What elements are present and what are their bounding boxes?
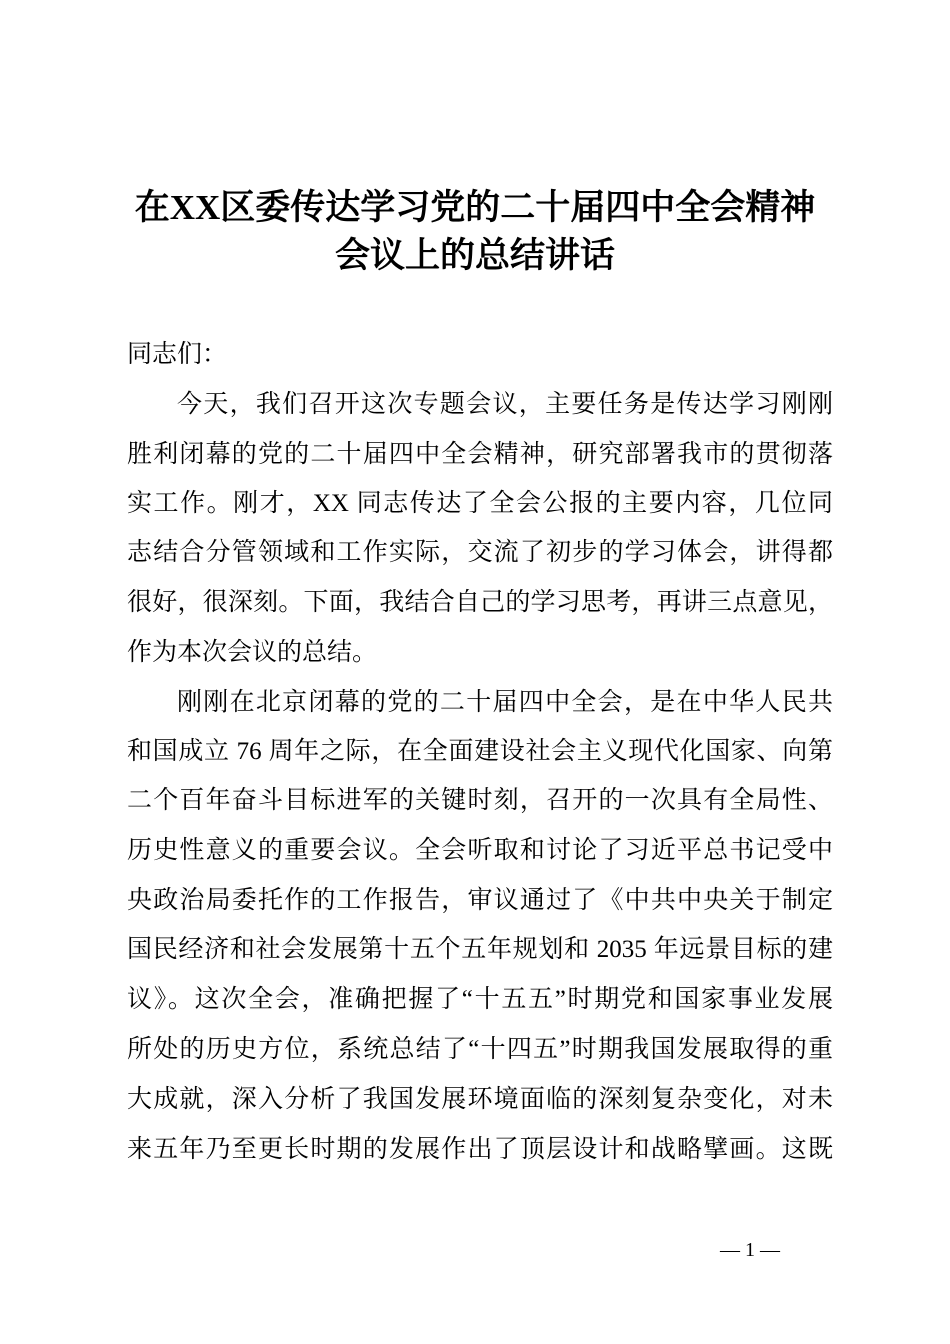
text-line: 议》。这次全会，准确把握了“十五五”时期党和国家事业发展 — [127, 986, 833, 1013]
text-line: 国民经济和社会发展第十五个五年规划和 2035 年远景目标的建 — [127, 936, 833, 963]
text-line: 所处的历史方位，系统总结了“十四五”时期我国发展取得的重 — [127, 1036, 833, 1063]
text-line: 很好，很深刻。下面，我结合自己的学习思考，再讲三点意见， — [127, 589, 833, 616]
text-line: 志结合分管领域和工作实际，交流了初步的学习体会，讲得都 — [127, 539, 833, 566]
salutation: 同志们： — [127, 341, 228, 368]
title-line: 会议上的总结讲话 — [334, 236, 615, 275]
text-line: 胜利闭幕的党的二十届四中全会精神，研究部署我市的贯彻落 — [127, 441, 833, 468]
text-line: 实工作。刚才，XX 同志传达了全会公报的主要内容，几位同 — [127, 490, 833, 517]
text-line: 央政治局委托作的工作报告，审议通过了《中共中央关于制定 — [127, 887, 833, 914]
text-line: 来五年乃至更长时期的发展作出了顶层设计和战略擘画。这既 — [127, 1136, 833, 1163]
text-line: 历史性意义的重要会议。全会听取和讨论了习近平总书记受中 — [127, 837, 833, 864]
text-line: 作为本次会议的总结。 — [127, 639, 378, 666]
text-line: 二个百年奋斗目标进军的关键时刻，召开的一次具有全局性、 — [127, 787, 833, 814]
text-line: 大成就，深入分析了我国发展环境面临的深刻复杂变化，对未 — [127, 1086, 833, 1113]
text-line: 今天，我们召开这次专题会议，主要任务是传达学习刚刚 — [177, 391, 833, 418]
text-line: 和国成立 76 周年之际，在全面建设社会主义现代化国家、向第 — [127, 738, 833, 765]
title-line: 在XX区委传达学习党的二十届四中全会精神 — [134, 188, 816, 227]
text-line: 刚刚在北京闭幕的党的二十届四中全会，是在中华人民共 — [177, 689, 833, 716]
page-number: — 1 — — [720, 1239, 780, 1261]
